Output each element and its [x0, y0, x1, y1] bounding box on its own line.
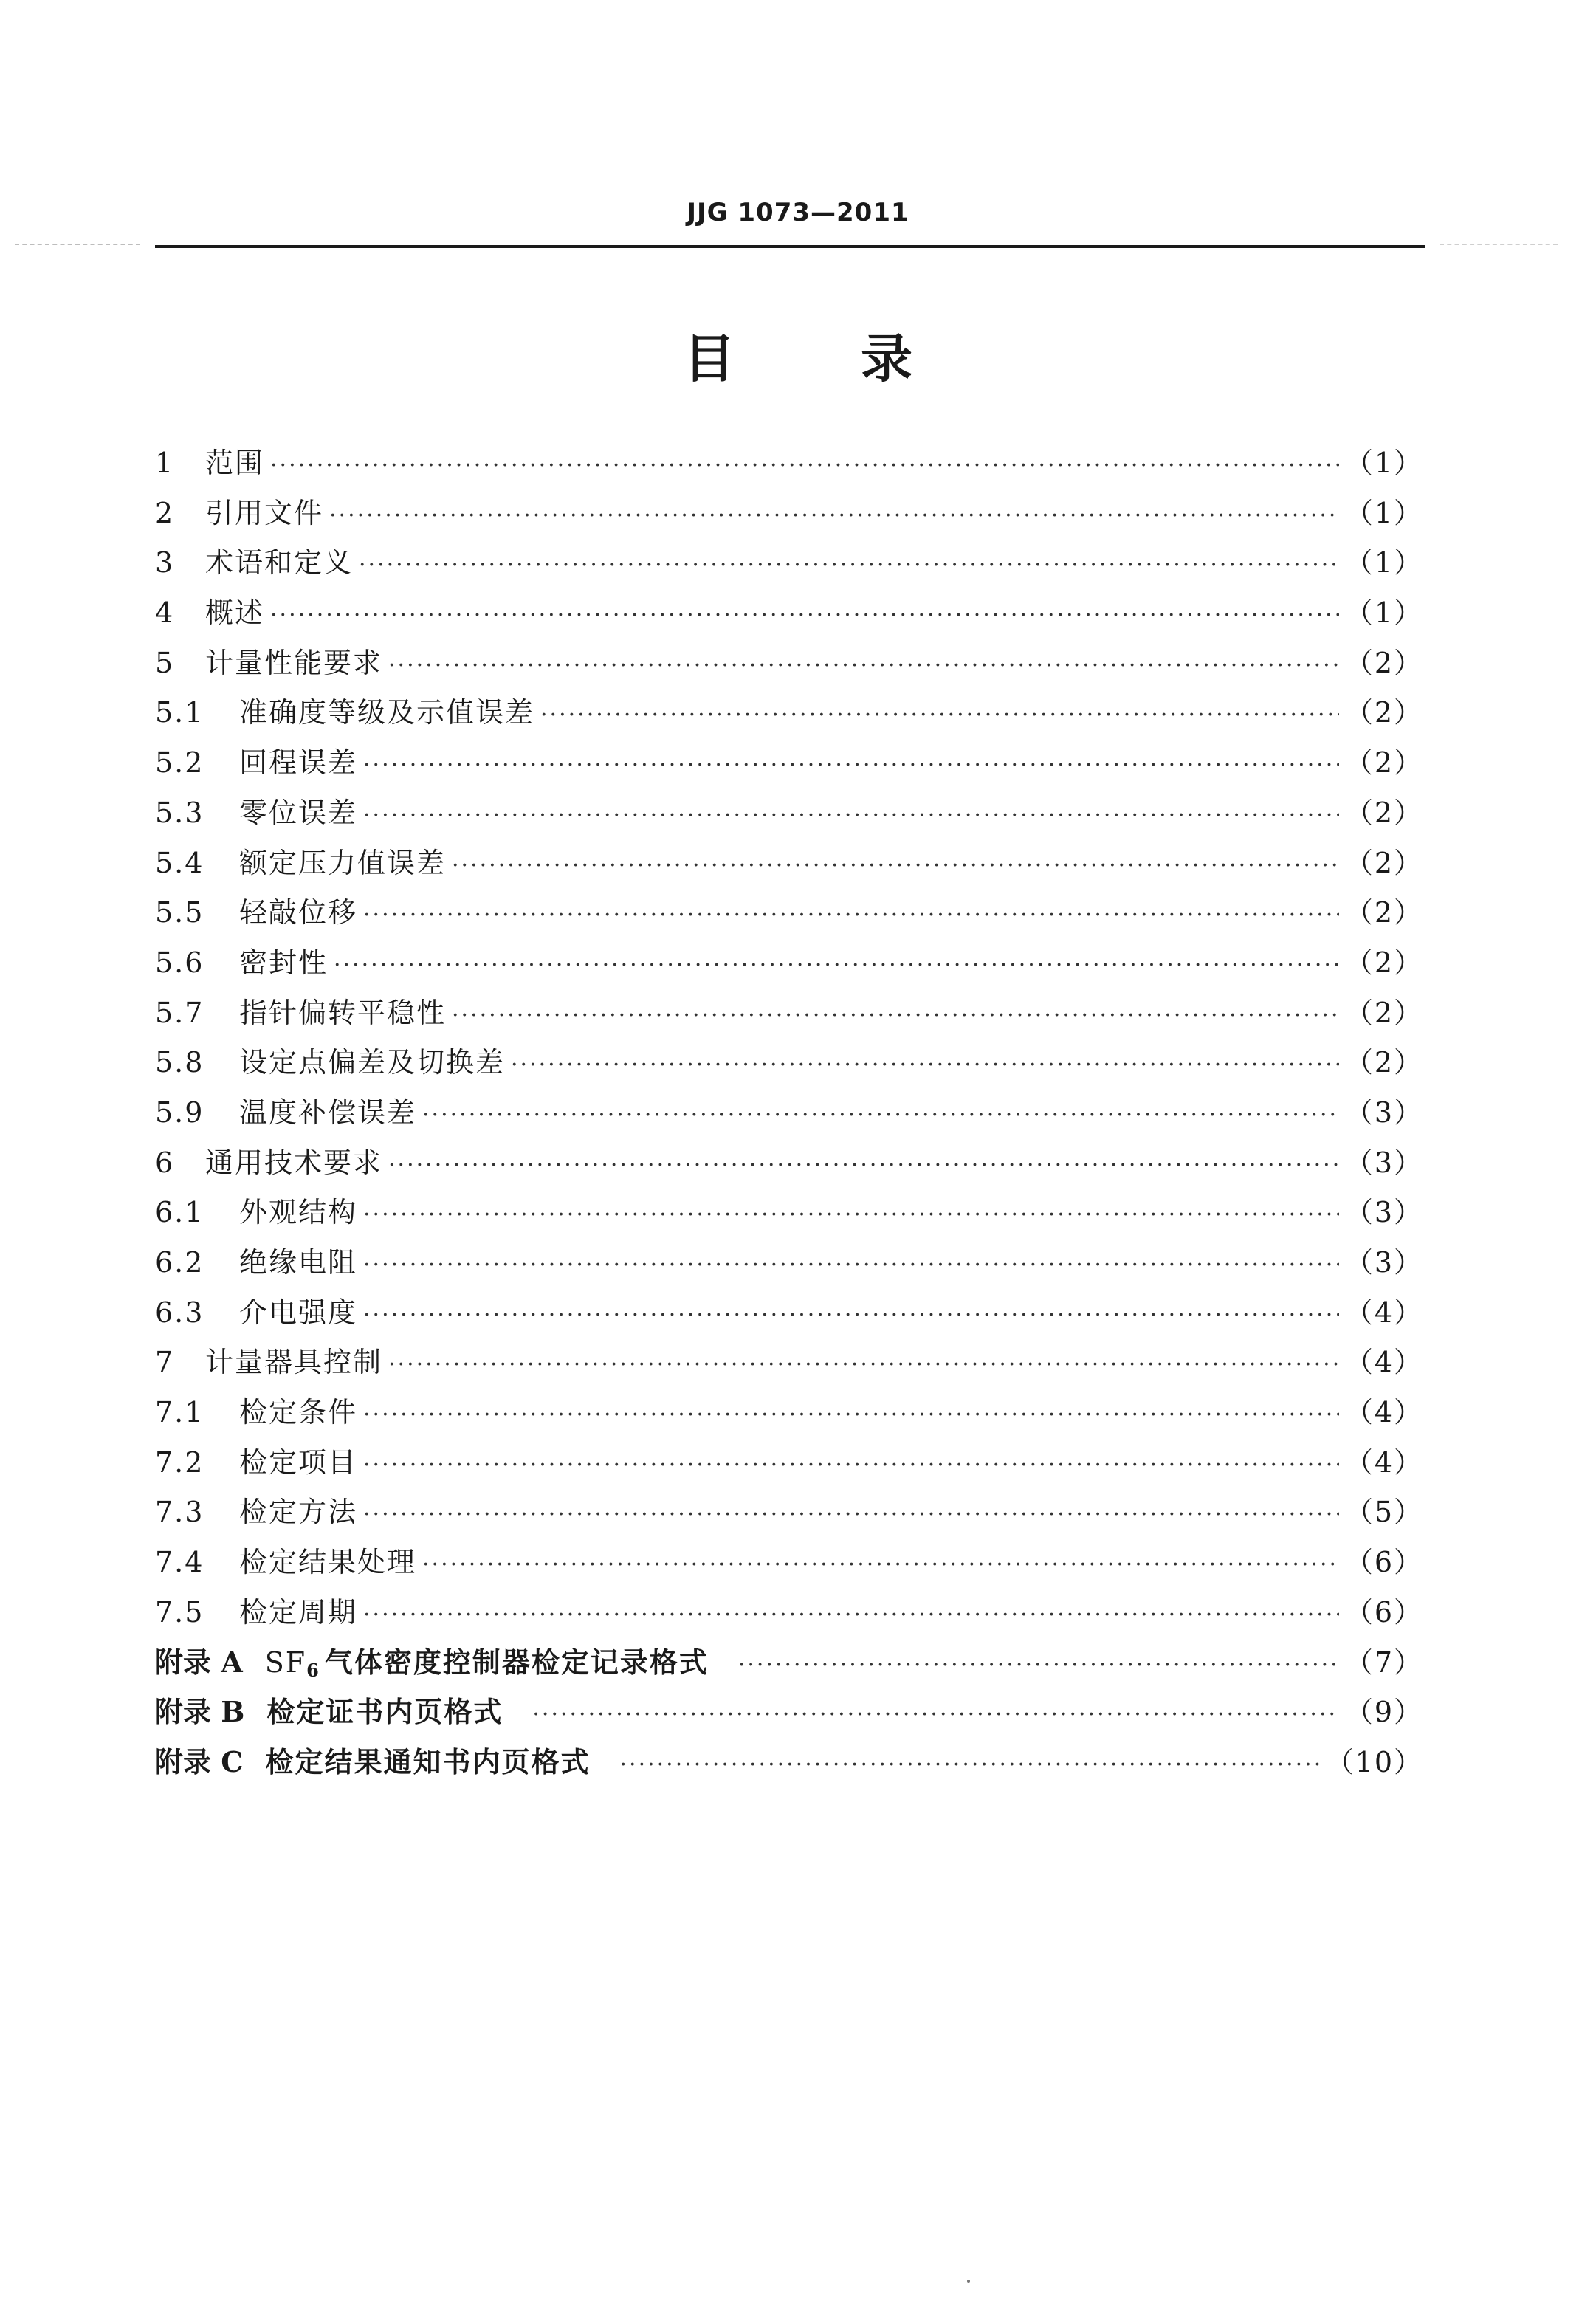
toc-entry-page: （2） [1344, 996, 1423, 1029]
appendix-label: 检定证书内页格式 [266, 1695, 503, 1729]
toc-dot-leader [334, 952, 1339, 978]
toc-entry[interactable] [155, 790, 1423, 840]
toc-dot-leader [363, 1302, 1339, 1328]
appendix-page: （7） [1344, 1646, 1423, 1679]
toc-entry-label: 回程误差 [239, 746, 358, 780]
toc-entry-number: 7.4 [155, 1546, 204, 1579]
toc-entry[interactable] [155, 1339, 1423, 1389]
toc-entry-page: （4） [1344, 1445, 1423, 1479]
toc-entry-number: 7 [155, 1346, 173, 1379]
appendix-label-subscript: 6 [306, 1659, 320, 1681]
toc-entry[interactable] [155, 640, 1423, 690]
toc-entry-number: 5.5 [155, 896, 204, 929]
header-rule-left-fragment [15, 244, 140, 245]
appendix-number: 附录 B [155, 1695, 245, 1729]
toc-appendix-entry[interactable] [155, 1689, 1423, 1739]
toc-dot-leader [363, 802, 1339, 828]
toc-entry-page: （2） [1344, 946, 1423, 979]
appendix-label [265, 1640, 709, 1681]
toc-dot-leader [388, 1152, 1339, 1178]
appendix-page: （10） [1325, 1745, 1423, 1778]
toc-dot-leader [452, 1003, 1339, 1028]
toc-entry-number: 3 [155, 546, 173, 580]
toc-appendix-entry[interactable] [155, 1640, 1423, 1690]
appendix-label: 检定结果通知书内页格式 [265, 1744, 591, 1778]
page-title [0, 317, 1596, 392]
toc-entry-page: （1） [1344, 447, 1423, 479]
toc-entry[interactable] [155, 1489, 1423, 1539]
toc-dot-leader [363, 752, 1339, 778]
toc-entry-label: 检定条件 [239, 1396, 358, 1429]
toc-entry-page: （2） [1344, 746, 1423, 780]
toc-entry-number: 6.1 [155, 1196, 204, 1229]
toc-entry-page: （3） [1344, 1246, 1423, 1279]
toc-dot-leader [532, 1702, 1338, 1727]
title-char-1: 目 [684, 329, 735, 389]
toc-entry-label: 通用技术要求 [205, 1146, 383, 1179]
toc-entry-label: 检定周期 [239, 1595, 358, 1629]
toc-entry[interactable] [155, 1140, 1423, 1190]
toc-entry[interactable] [155, 440, 1423, 490]
toc-entry-label: 绝缘电阻 [239, 1246, 358, 1279]
toc-entry-page: （5） [1344, 1496, 1423, 1529]
toc-entry-page: （4） [1344, 1346, 1423, 1379]
toc-entry-label: 术语和定义 [205, 546, 354, 580]
toc-entry-page: （6） [1344, 1595, 1423, 1629]
toc-entry-page: （3） [1344, 1096, 1423, 1129]
toc-entry-number: 5.1 [155, 696, 204, 729]
toc-entry[interactable] [155, 1589, 1423, 1640]
appendix-number: 附录 C [155, 1744, 244, 1778]
title-char-2: 录 [861, 329, 912, 389]
toc-entry-page: （2） [1344, 896, 1423, 929]
toc-entry-page: （1） [1344, 596, 1423, 630]
standard-code: JJG 1073—2011 [687, 198, 909, 227]
toc-entry-number: 7.5 [155, 1595, 204, 1629]
toc-entry-number: 5.4 [155, 846, 204, 879]
toc-entry-label: 计量器具控制 [205, 1346, 383, 1379]
toc-entry-label: 介电强度 [239, 1296, 358, 1329]
toc-dot-leader [738, 1652, 1339, 1678]
toc-dot-leader [363, 1252, 1339, 1278]
toc-entry[interactable] [155, 690, 1423, 740]
toc-entry-number: 7.3 [155, 1496, 204, 1529]
toc-entry-number: 6 [155, 1146, 173, 1179]
toc-dot-leader [540, 702, 1339, 728]
toc-entry[interactable] [155, 590, 1423, 640]
toc-entry[interactable] [155, 540, 1423, 590]
toc-entry-label: 设定点偏差及切换差 [239, 1046, 506, 1079]
toc-entry-page: （2） [1344, 796, 1423, 829]
toc-entry-label: 外观结构 [239, 1196, 358, 1229]
toc-entry-number: 1 [155, 447, 173, 479]
toc-entry[interactable] [155, 1539, 1423, 1589]
toc-dot-leader [363, 902, 1339, 928]
toc-entry-number: 5.8 [155, 1046, 204, 1079]
toc-entry-page: （4） [1344, 1296, 1423, 1329]
toc-entry-label: 准确度等级及示值误差 [239, 696, 535, 729]
toc-entry-label: 轻敲位移 [239, 896, 358, 929]
toc-entry-label: 计量性能要求 [205, 646, 383, 679]
toc-entry-label: 检定结果处理 [239, 1546, 417, 1579]
toc-entry[interactable] [155, 1090, 1423, 1140]
toc-entry[interactable] [155, 1389, 1423, 1440]
toc-dot-leader [422, 1102, 1339, 1128]
toc-entry[interactable] [155, 840, 1423, 890]
toc-entry-label: 范围 [205, 447, 265, 479]
toc-dot-leader [329, 503, 1339, 529]
toc-entry-page: （2） [1344, 846, 1423, 879]
toc-entry[interactable] [155, 940, 1423, 990]
toc-entry-page: （2） [1344, 1046, 1423, 1079]
toc-entry-label: 零位误差 [239, 796, 358, 829]
toc-entry-page: （6） [1344, 1546, 1423, 1579]
toc-dot-leader [270, 453, 1339, 478]
appendix-page: （9） [1344, 1696, 1423, 1729]
appendix-number: 附录 A [155, 1645, 243, 1679]
toc-entry-number: 7.1 [155, 1396, 204, 1429]
toc-dot-leader [422, 1552, 1339, 1578]
toc-entry-label: 检定项目 [239, 1445, 358, 1479]
toc-dot-leader [452, 853, 1339, 879]
toc-entry-page: （3） [1344, 1146, 1423, 1179]
toc-entry-page: （1） [1344, 496, 1423, 529]
toc-entry-number: 5.6 [155, 946, 204, 979]
toc-dot-leader [620, 1752, 1320, 1778]
toc-entry[interactable] [155, 490, 1423, 540]
toc-entry-label: 额定压力值误差 [239, 846, 447, 879]
toc-entry[interactable] [155, 890, 1423, 940]
scan-speck [967, 2280, 970, 2283]
toc-dot-leader [511, 1052, 1339, 1078]
toc-dot-leader [359, 552, 1339, 578]
toc-entry-page: （3） [1344, 1196, 1423, 1229]
toc-entry-number: 4 [155, 596, 173, 630]
header-rule [155, 245, 1425, 248]
toc-entry-number: 5 [155, 646, 173, 679]
toc-dot-leader [363, 1602, 1339, 1628]
table-of-contents [155, 440, 1423, 1789]
toc-dot-leader [388, 1352, 1339, 1378]
toc-entry-label: 指针偏转平稳性 [239, 996, 447, 1029]
toc-entry-page: （1） [1344, 546, 1423, 580]
toc-entry-label: 检定方法 [239, 1496, 358, 1529]
toc-entry[interactable] [155, 740, 1423, 790]
toc-entry-label: 密封性 [239, 946, 329, 979]
toc-entry-number: 7.2 [155, 1445, 204, 1479]
toc-entry[interactable] [155, 1189, 1423, 1240]
toc-dot-leader [363, 1202, 1339, 1228]
toc-entry-page: （2） [1344, 696, 1423, 729]
toc-entry[interactable] [155, 1039, 1423, 1090]
toc-dot-leader [363, 1502, 1339, 1527]
toc-entry[interactable] [155, 990, 1423, 1040]
toc-entry-number: 6.2 [155, 1246, 204, 1279]
toc-entry-number: 2 [155, 496, 173, 529]
toc-dot-leader [363, 1452, 1339, 1478]
toc-dot-leader [388, 653, 1339, 678]
toc-dot-leader [363, 1402, 1339, 1428]
toc-appendix-entry[interactable] [155, 1739, 1423, 1789]
toc-entry-number: 5.2 [155, 746, 204, 780]
toc-entry[interactable] [155, 1290, 1423, 1340]
toc-entry-label: 概述 [205, 596, 265, 630]
toc-entry-number: 5.3 [155, 796, 204, 829]
toc-dot-leader [270, 602, 1339, 628]
appendix-label-rest: 气体密度控制器检定记录格式 [324, 1645, 709, 1679]
toc-entry[interactable] [155, 1440, 1423, 1490]
toc-entry-page: （2） [1344, 646, 1423, 679]
header-rule-right-fragment [1440, 244, 1558, 245]
toc-entry-number: 5.7 [155, 996, 204, 1029]
toc-entry-page: （4） [1344, 1396, 1423, 1429]
toc-entry-number: 6.3 [155, 1296, 204, 1329]
toc-entry-label: 温度补偿误差 [239, 1096, 417, 1129]
toc-entry-label: 引用文件 [205, 496, 324, 529]
appendix-label-prefix: SF [264, 1646, 307, 1679]
toc-entry-number: 5.9 [155, 1096, 204, 1129]
toc-entry[interactable] [155, 1240, 1423, 1290]
